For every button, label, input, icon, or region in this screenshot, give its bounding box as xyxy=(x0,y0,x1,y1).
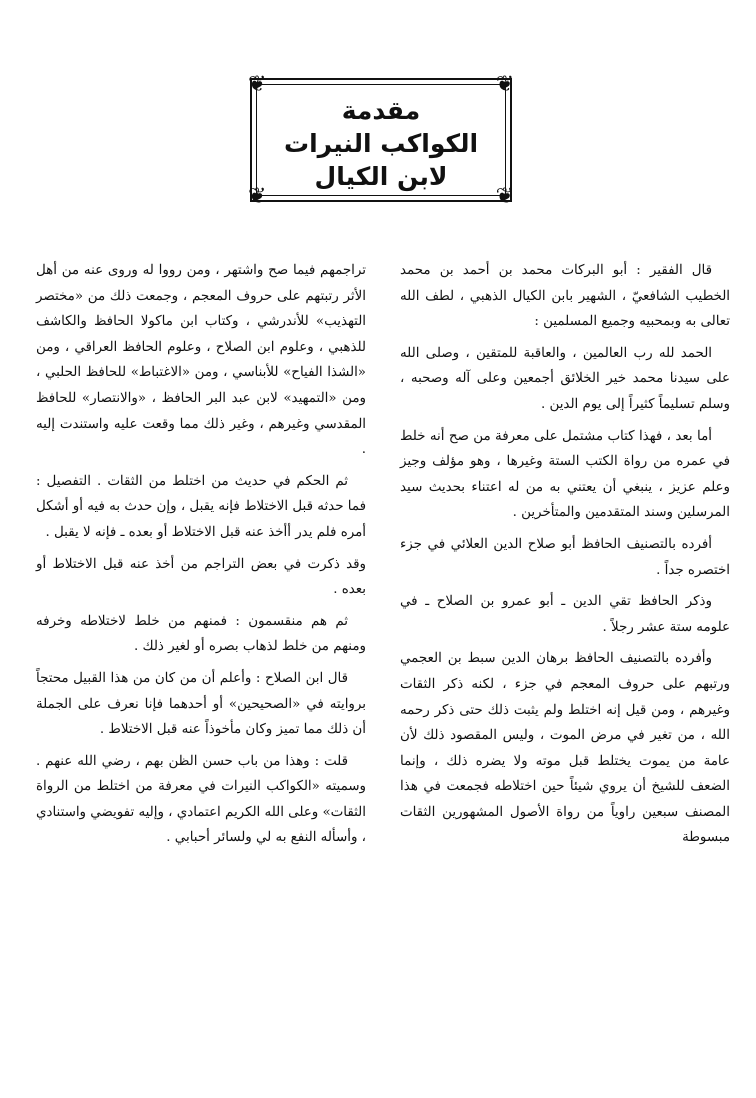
paragraph: ثم الحكم في حديث من اختلط من الثقات . التفصيل : فما حدثه قبل الاختلاط فإنه يقبل ، وإن حدث به فيه أو أشكل أمره فلم يدر أأخذ عنه قبل الاختلاط أو بعده ـ فإنه لا يقبل . xyxy=(36,473,366,540)
paragraph: وأفرده بالتصنيف الحافظ برهان الدين سبط بن العجمي ورتبهم على حروف المعجم في جزء ، لكنه ذكر الثقات وغيرهم ، ومن قيل إنه اختلط ولم يثبت ذلك حتى ذكر رحمه الله ، من تغير في مرض الموت ، وليس المقصود ذلك لأن عامة من يموت يختلط قبل موته ولا يضره ذلك ، وإنما الضعف للشيخ أن يروي شيئاً حين اختلاطه فجمعت في هذا المصنف سبعين راوياً من رواة الأصول المشهورين الثقات مبسوطة xyxy=(400,651,730,846)
paragraph: أما بعد ، فهذا كتاب مشتمل على معرفة من صح أنه خلط في عمره من رواة الكتب الستة وغيرها ، وهو مؤلف وجيز وعلم عزيز ، ينبغي أن يعتني به من له اعتناء بحديث سيد المرسلين وسند المتقدمين والمتأخرين . xyxy=(400,428,730,521)
ornament-corner-icon: ❦ xyxy=(495,72,514,97)
ornament-corner-icon: ❦ xyxy=(248,184,267,209)
paragraph: الحمد لله رب العالمين ، والعاقبة للمتقين ، وصلى الله على سيدنا محمد خير الخلائق أجمعين وعلى آله وصحبه ، وسلم تسليماً كثيراً إلى يوم الدين . xyxy=(400,345,730,412)
ornament-corner-icon: ❦ xyxy=(248,72,267,97)
paragraph: تراجمهم فيما صح واشتهر ، ومن رووا له وروى عنه من أهل الأثر رتبتهم على حروف المعجم ، وجمعت ذلك من «مختصر التهذيب» للأندرشي ، وكتاب ابن ماكولا الحافظ والكاشف للذهبي ، وعلوم ابن الصلاح ، وعلوم الحافظ العراقي ، ومن «الشذا الفياح» للأبناسي ، ومن «الاغتباط» للحافظ الحلبي ، ومن «التمهيد» لابن عبد البر الحافظ ، «والانتصار» للحافظ المقدسي وغيرهم ، وغير ذلك مما وقعت عليه واستندت إليه . xyxy=(36,263,366,458)
page-title xyxy=(252,94,510,193)
title-frame xyxy=(248,72,514,209)
title-line-3: لابن الكيال xyxy=(314,162,448,191)
paragraph: وذكر الحافظ تقي الدين ـ أبو عمرو بن الصلاح ـ في علومه ستة عشر رجلاً . xyxy=(400,594,730,635)
ornament-corner-icon: ❦ xyxy=(495,184,514,209)
title-line-1: مقدمة xyxy=(341,96,421,125)
paragraph: قال ابن الصلاح : وأعلم أن من كان من هذا القبيل محتجاً بروايته في «الصحيحين» أو أحدهما فإنا نعرف على الجملة أن ذلك مما تميز وكان مأخوذاً عنه قبل الاختلاط . xyxy=(36,670,366,738)
paragraph: وقد ذكرت في بعض التراجم من أخذ عنه قبل الاختلاط أو بعده . xyxy=(36,556,366,598)
left-column xyxy=(36,258,366,857)
paragraph: ثم هم منقسمون : فمنهم من خلط لاختلاطه وخرفه ومنهم من خلط لذهاب بصره أو لغير ذلك . xyxy=(36,613,366,655)
right-column xyxy=(400,258,730,857)
paragraph: أفرده بالتصنيف الحافظ أبو صلاح الدين العلائي في جزء اختصره جداً . xyxy=(400,536,730,578)
paragraph: قلت : وهذا من باب حسن الظن بهم ، رضي الله عنهم . وسميته «الكواكب النيرات في معرفة من اختلط من الرواة الثقات» وعلى الله الكريم اعتمادي ، وإليه تفويضي واستنادي ، وأسأله النفع به لي ولسائر أحبابي . xyxy=(36,753,366,846)
paragraph: قال الفقير : أبو البركات محمد بن أحمد بن محمد الخطيب الشافعيّ ، الشهير بابن الكيال الذهبي ، لطف الله تعالى به وبمحبيه وجميع المسلمين : xyxy=(400,263,730,330)
title-line-2: الكواكب النيرات xyxy=(283,129,479,158)
